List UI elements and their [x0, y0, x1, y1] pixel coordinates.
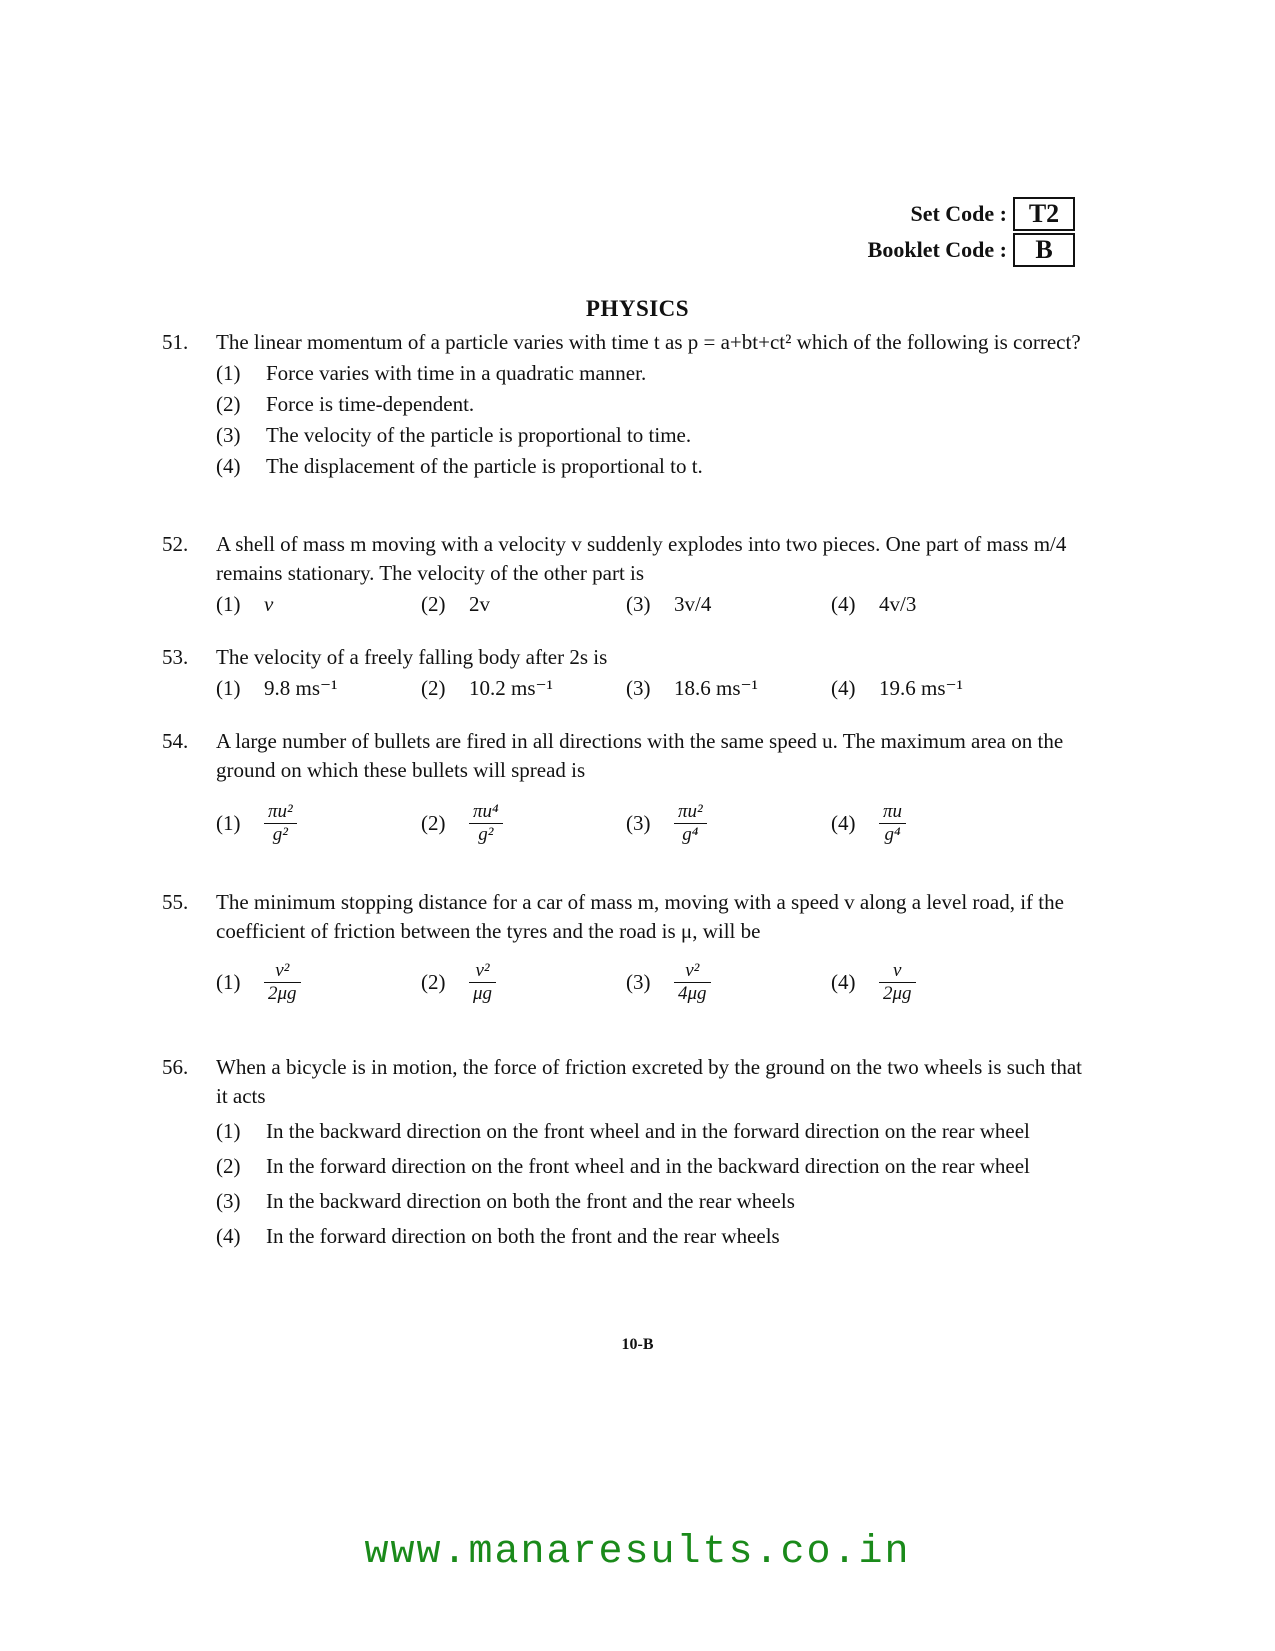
question-number: 52.	[162, 532, 189, 556]
denominator: g²	[478, 824, 494, 845]
question-number: 56.	[162, 1055, 189, 1079]
option-text: In the forward direction on both the front and the rear wheels	[266, 1224, 780, 1248]
option-number: (3)	[216, 1189, 241, 1213]
set-code-value: T2	[1013, 197, 1075, 231]
option-number: (1)	[216, 970, 241, 994]
option-text: 2v	[469, 592, 490, 616]
question-51	[162, 328, 1097, 481]
option[interactable]	[216, 1222, 1097, 1251]
numerator: v²	[475, 960, 490, 981]
numerator: v²	[275, 960, 290, 981]
option-text: Force varies with time in a quadratic manner.	[266, 361, 647, 385]
fraction	[879, 960, 916, 1005]
denominator: g⁴	[884, 824, 901, 845]
set-code-row	[868, 196, 1075, 232]
set-code-label: Set Code :	[910, 201, 1007, 226]
option[interactable]	[626, 960, 831, 1005]
option-number: (1)	[216, 361, 241, 385]
option-number: (4)	[216, 1224, 241, 1248]
option-text: The displacement of the particle is proportional to t.	[266, 454, 703, 478]
question-number: 51.	[162, 330, 189, 354]
option-number: (2)	[216, 1154, 241, 1178]
option[interactable]	[626, 590, 831, 619]
option-text: 4v/3	[879, 592, 917, 616]
option[interactable]	[831, 960, 1036, 1005]
question-text: The velocity of a freely falling body after 2s is	[216, 645, 608, 669]
numerator: v	[893, 960, 902, 981]
option-number: (2)	[421, 811, 446, 835]
option-number: (3)	[216, 423, 241, 447]
option[interactable]	[216, 1117, 1097, 1146]
numerator: πu²	[678, 801, 703, 822]
option-number: (1)	[216, 811, 241, 835]
fraction	[264, 960, 301, 1005]
denominator: g²	[272, 824, 288, 845]
option[interactable]	[216, 674, 421, 703]
option-number: (4)	[831, 592, 856, 616]
fraction	[264, 801, 297, 846]
question-number: 54.	[162, 729, 189, 753]
option[interactable]	[216, 452, 1097, 481]
option[interactable]	[216, 1152, 1097, 1181]
fraction	[674, 960, 711, 1005]
options-row	[216, 674, 1097, 703]
option-number: (1)	[216, 1119, 241, 1143]
options-row	[216, 960, 1097, 1005]
option-number: (1)	[216, 592, 241, 616]
option-number: (3)	[626, 811, 651, 835]
option-number: (3)	[626, 592, 651, 616]
option-text: In the forward direction on the front wheel and in the backward direction on the rear wheel	[266, 1154, 1030, 1178]
numerator: πu	[883, 801, 903, 822]
option-text: 9.8 ms⁻¹	[264, 676, 338, 700]
option[interactable]	[626, 674, 831, 703]
question-text: The linear momentum of a particle varies with time t as p = a+bt+ct² which of the following is correct?	[216, 330, 1081, 354]
question-52	[162, 530, 1097, 619]
option-number: (3)	[626, 676, 651, 700]
option-text: In the backward direction on the front wheel and in the forward direction on the rear wheel	[266, 1119, 1030, 1143]
option[interactable]	[216, 390, 1097, 419]
option[interactable]	[216, 801, 421, 846]
booklet-code-label: Booklet Code :	[867, 237, 1007, 262]
page-title: PHYSICS	[585, 296, 690, 321]
option[interactable]	[831, 590, 1036, 619]
question-text: The minimum stopping distance for a car of mass m, moving with a speed v along a level road, if the coefficient of friction between the tyres and the road is μ, will be	[216, 890, 1064, 943]
option-text: Force is time-dependent.	[266, 392, 475, 416]
option-text: The velocity of the particle is proportional to time.	[266, 423, 692, 447]
denominator: 2μg	[883, 983, 912, 1004]
option-number: (1)	[216, 676, 241, 700]
option[interactable]	[216, 590, 421, 619]
option-text: 3v/4	[674, 592, 712, 616]
option[interactable]	[831, 801, 1036, 846]
denominator: g⁴	[682, 824, 699, 845]
option[interactable]	[831, 674, 1036, 703]
option-text: 10.2 ms⁻¹	[469, 676, 553, 700]
option[interactable]	[216, 421, 1097, 450]
option[interactable]	[421, 674, 626, 703]
options-row	[216, 801, 1097, 846]
option-number: (2)	[421, 970, 446, 994]
booklet-code-value: B	[1013, 233, 1075, 267]
option-text: v	[264, 592, 274, 616]
fraction	[674, 801, 707, 846]
denominator: 4μg	[678, 983, 707, 1004]
code-block	[868, 196, 1075, 268]
question-number: 55.	[162, 890, 189, 914]
option-number: (4)	[216, 454, 241, 478]
option-number: (2)	[421, 676, 446, 700]
option[interactable]	[421, 590, 626, 619]
numerator: πu²	[268, 801, 293, 822]
question-text: A large number of bullets are fired in all directions with the same speed u. The maximum area on the ground on which these bullets will spread is	[216, 729, 1064, 782]
option-number: (4)	[831, 811, 856, 835]
option[interactable]	[216, 1187, 1097, 1216]
fraction	[469, 960, 496, 1005]
fraction	[879, 801, 906, 846]
question-text: A shell of mass m moving with a velocity v suddenly explodes into two pieces. One part of mass m/4 remains stationary. The velocity of the other part is	[216, 532, 1067, 585]
page-number: 10-B	[621, 1336, 654, 1353]
options-row	[216, 590, 1097, 619]
denominator: 2μg	[268, 983, 297, 1004]
fraction	[469, 801, 503, 846]
option[interactable]	[216, 960, 421, 1005]
option-number: (2)	[216, 392, 241, 416]
question-56	[162, 1053, 1097, 1251]
watermark-url: www.manaresults.co.in	[364, 1530, 911, 1575]
question-54	[162, 727, 1097, 846]
option-number: (2)	[421, 592, 446, 616]
question-number: 53.	[162, 645, 189, 669]
booklet-code-row	[868, 232, 1075, 268]
option[interactable]	[216, 359, 1097, 388]
option[interactable]	[421, 801, 626, 846]
question-text: When a bicycle is in motion, the force of friction excreted by the ground on the two wheels is such that it acts	[216, 1055, 1082, 1108]
numerator: πu⁴	[473, 801, 499, 822]
option-text: In the backward direction on both the front and the rear wheels	[266, 1189, 795, 1213]
option-text: 18.6 ms⁻¹	[674, 676, 758, 700]
option[interactable]	[421, 960, 626, 1005]
question-53	[162, 643, 1097, 703]
denominator: μg	[473, 983, 493, 1004]
option-number: (3)	[626, 970, 651, 994]
option-number: (4)	[831, 970, 856, 994]
option-text: 19.6 ms⁻¹	[879, 676, 963, 700]
option-number: (4)	[831, 676, 856, 700]
question-55	[162, 888, 1097, 1005]
option[interactable]	[626, 801, 831, 846]
numerator: v²	[685, 960, 700, 981]
